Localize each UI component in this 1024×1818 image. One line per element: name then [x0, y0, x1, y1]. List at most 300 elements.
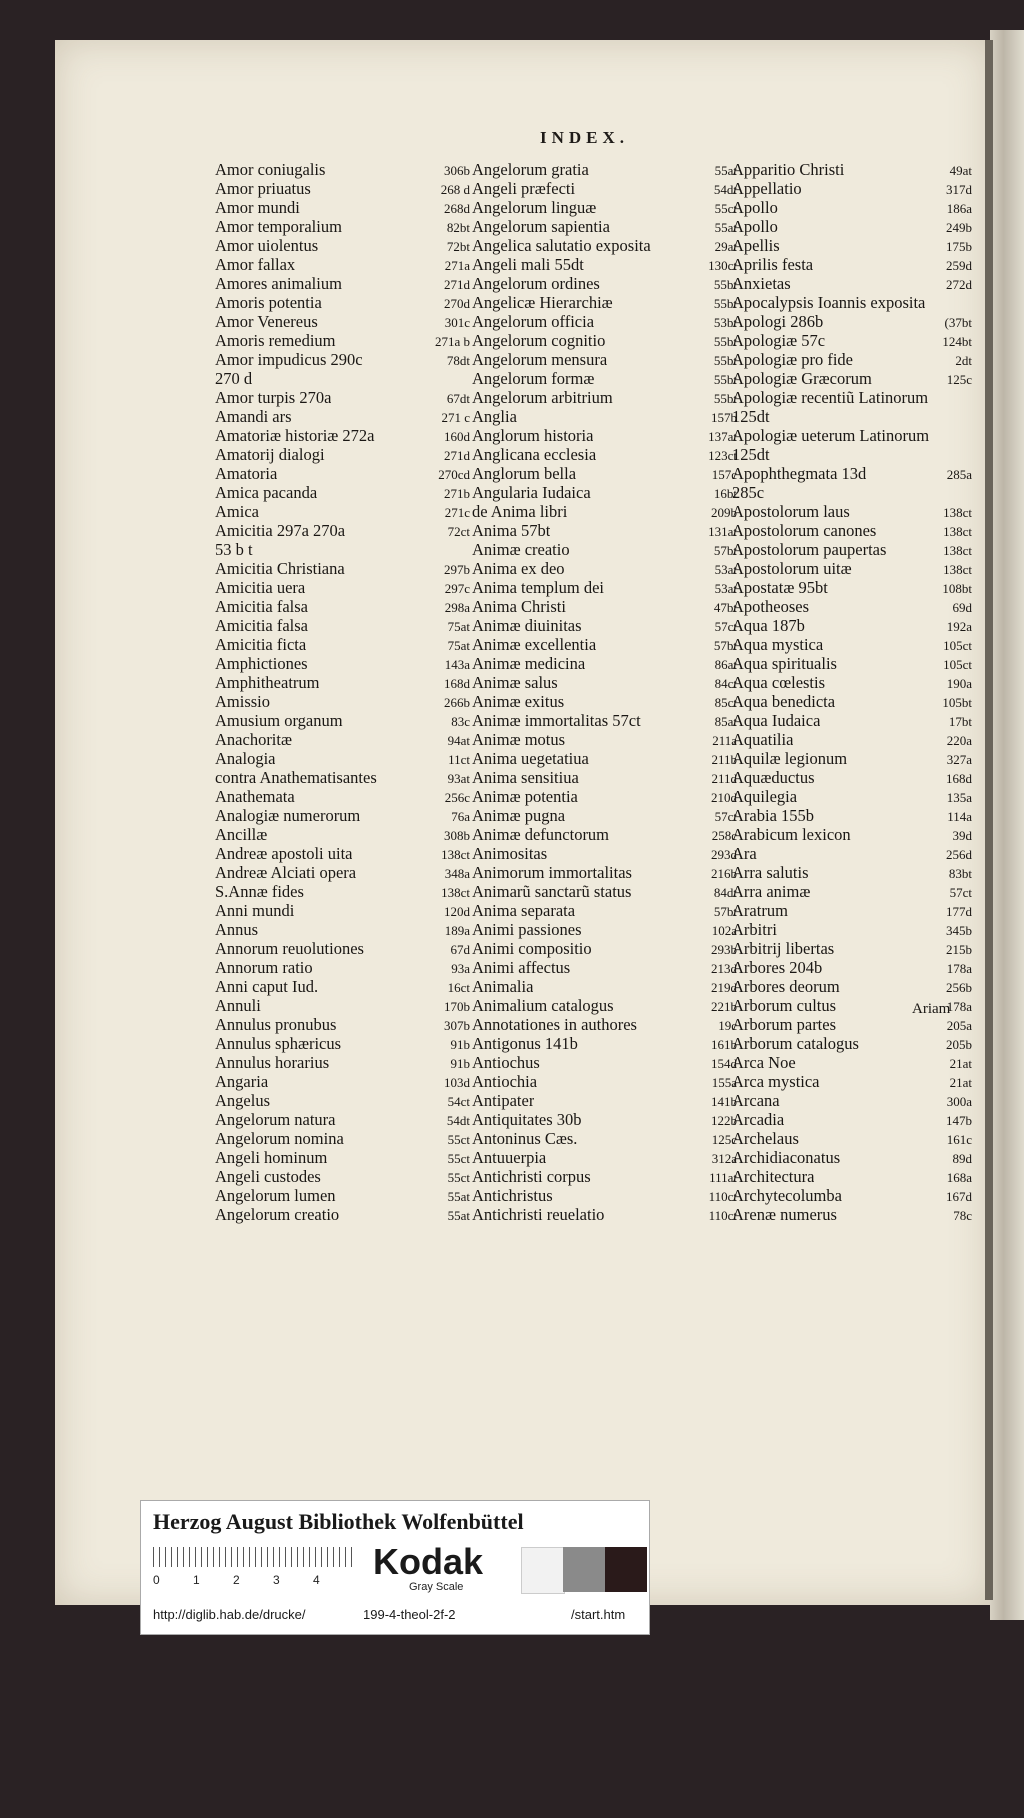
- index-term: Aqua benedicta: [732, 692, 836, 711]
- index-entry: [732, 711, 972, 730]
- index-reference: 178a: [946, 999, 972, 1014]
- index-reference: 120d: [444, 904, 470, 919]
- index-entry: [472, 312, 737, 331]
- index-entry: [472, 711, 737, 730]
- index-reference: 21at: [949, 1075, 972, 1090]
- index-entry: [472, 1186, 737, 1205]
- index-entry: [732, 464, 972, 483]
- index-entry: [215, 198, 470, 217]
- index-entry: [732, 1053, 972, 1072]
- index-reference: 259d: [946, 258, 972, 273]
- gray-swatch-mid: [563, 1547, 605, 1592]
- index-term: Arcadia: [732, 1110, 785, 1129]
- index-entry: [732, 445, 972, 464]
- index-reference: 256d: [946, 847, 972, 862]
- index-reference: 177d: [946, 904, 972, 919]
- index-reference: 256c: [444, 790, 470, 805]
- index-reference: 266b: [444, 695, 470, 710]
- index-entry: [732, 1205, 972, 1224]
- index-term: Aquatilia: [732, 730, 794, 749]
- index-term: Animalia: [472, 977, 534, 996]
- index-term: Amandi ars: [215, 407, 292, 426]
- index-entry: [732, 901, 972, 920]
- index-entry: [732, 179, 972, 198]
- index-reference: 271d: [444, 277, 470, 292]
- index-entry: [215, 768, 470, 787]
- index-entry: [472, 1034, 737, 1053]
- index-entry: [215, 407, 470, 426]
- ruler-number: 3: [273, 1573, 280, 1587]
- index-reference: 219d: [711, 980, 737, 995]
- index-entry: [215, 1186, 470, 1205]
- index-reference: 72ct: [447, 524, 470, 539]
- index-reference: 94at: [447, 733, 470, 748]
- index-term: Amoris potentia: [215, 293, 322, 312]
- index-term: Angelorum nomina: [215, 1129, 344, 1148]
- index-term: Apocalypsis Ioannis exposita: [732, 293, 926, 312]
- index-term: Amor turpis 270a: [215, 388, 332, 407]
- index-reference: 211b: [711, 752, 737, 767]
- index-entry: [472, 825, 737, 844]
- index-entry: [732, 426, 972, 445]
- index-entry: [215, 1015, 470, 1034]
- index-term: Arbitri: [732, 920, 777, 939]
- index-entry: [472, 369, 737, 388]
- index-reference: 85ct: [714, 695, 737, 710]
- index-term: Anima sensitiua: [472, 768, 579, 787]
- index-term: Apologiæ ueterum Latinorum: [732, 426, 930, 445]
- index-term: Anima Christi: [472, 597, 566, 616]
- catchword: Ariam: [912, 1001, 951, 1017]
- index-term: Annus: [215, 920, 259, 939]
- index-reference: 57ct: [714, 809, 737, 824]
- index-entry: [215, 863, 470, 882]
- index-entry: [732, 825, 972, 844]
- index-term: Aquæductus: [732, 768, 815, 787]
- index-term: Amor Venereus: [215, 312, 318, 331]
- index-term: Apologiæ pro fide: [732, 350, 853, 369]
- index-entry: [215, 958, 470, 977]
- index-term: Apologiæ Græcorum: [732, 369, 872, 388]
- index-term: Archelaus: [732, 1129, 799, 1148]
- index-reference: 55ct: [447, 1170, 470, 1185]
- index-term: Animæ creatio: [472, 540, 570, 559]
- index-term: Anni mundi: [215, 901, 295, 920]
- index-reference: 345b: [946, 923, 972, 938]
- index-entry: [472, 939, 737, 958]
- index-entry: [215, 1053, 470, 1072]
- index-reference: 78dt: [446, 353, 470, 368]
- index-reference: 175b: [946, 239, 972, 254]
- index-reference: 111at: [709, 1170, 737, 1185]
- index-reference: 160d: [444, 429, 470, 444]
- index-reference: (37bt: [944, 315, 972, 330]
- index-entry: [215, 331, 470, 350]
- index-entry: [472, 293, 737, 312]
- index-column-3: [732, 160, 972, 1224]
- index-reference: 190a: [946, 676, 972, 691]
- index-entry: [215, 540, 470, 559]
- index-term: Antichristi reuelatio: [472, 1205, 605, 1224]
- index-term: Architectura: [732, 1167, 815, 1186]
- index-reference: 49at: [949, 163, 972, 178]
- index-reference: 125c: [711, 1132, 737, 1147]
- index-term: Angelica salutatio exposita: [472, 236, 651, 255]
- index-term: Amicitia Christiana: [215, 559, 345, 578]
- index-reference: 105ct: [943, 638, 972, 653]
- index-reference: 103d: [444, 1075, 470, 1090]
- index-entry: [732, 293, 972, 312]
- index-term: Arbores deorum: [732, 977, 840, 996]
- index-term: Anglorum bella: [472, 464, 577, 483]
- index-term: Arbores 204b: [732, 958, 823, 977]
- index-term: Amor priuatus: [215, 179, 311, 198]
- index-entry: [732, 1034, 972, 1053]
- index-entry: [472, 787, 737, 806]
- index-entry: [215, 502, 470, 521]
- index-term: Angeli mali 55dt: [472, 255, 584, 274]
- index-entry: [732, 1110, 972, 1129]
- index-term: Arra animæ: [732, 882, 811, 901]
- index-term: Antuuerpia: [472, 1148, 547, 1167]
- index-entry: [215, 673, 470, 692]
- index-reference: 72bt: [446, 239, 470, 254]
- index-term: Apellis: [732, 236, 780, 255]
- index-term: Amicitia ficta: [215, 635, 307, 654]
- index-term: Aqua 187b: [732, 616, 805, 635]
- index-entry: [732, 407, 972, 426]
- index-term: Animæ excellentia: [472, 635, 597, 654]
- index-entry: [732, 768, 972, 787]
- index-term: Amor fallax: [215, 255, 296, 274]
- index-reference: 312a: [711, 1151, 737, 1166]
- index-reference: 55at: [447, 1208, 470, 1223]
- index-term: Animalium catalogus: [472, 996, 614, 1015]
- index-term: Amatoriæ historiæ 272a: [215, 426, 375, 445]
- index-term: Ara: [732, 844, 757, 863]
- index-reference: 271a: [444, 258, 470, 273]
- index-reference: 47bt: [713, 600, 737, 615]
- index-reference: 83bt: [948, 866, 972, 881]
- index-reference: 270cd: [438, 467, 470, 482]
- index-term: Amor coniugalis: [215, 160, 326, 179]
- index-term: Animæ diuinitas: [472, 616, 582, 635]
- index-term: Apostolorum uitæ: [732, 559, 852, 578]
- index-term: Angelorum gratia: [472, 160, 589, 179]
- index-entry: [472, 445, 737, 464]
- index-term: 285c: [732, 483, 765, 502]
- index-column-1: [215, 160, 470, 1224]
- index-reference: 19c: [718, 1018, 737, 1033]
- index-entry: [472, 502, 737, 521]
- index-term: Analogia: [215, 749, 276, 768]
- index-entry: [215, 350, 470, 369]
- index-entry: [215, 882, 470, 901]
- index-reference: 211a: [712, 733, 737, 748]
- index-term: Appellatio: [732, 179, 802, 198]
- index-reference: 17bt: [948, 714, 972, 729]
- index-reference: 55bt: [713, 296, 737, 311]
- index-reference: 138ct: [943, 524, 972, 539]
- index-reference: 211d: [711, 771, 737, 786]
- index-reference: 108bt: [942, 581, 972, 596]
- index-entry: [472, 1167, 737, 1186]
- index-term: Angaria: [215, 1072, 269, 1091]
- index-entry: [215, 426, 470, 445]
- index-entry: [215, 825, 470, 844]
- index-entry: [215, 711, 470, 730]
- index-term: Apologiæ recentiũ Latinorum: [732, 388, 929, 407]
- digital-library-url: http://diglib.hab.de/drucke/: [153, 1607, 306, 1622]
- index-reference: 53at: [714, 562, 737, 577]
- index-term: Amores animalium: [215, 274, 342, 293]
- index-entry: [472, 844, 737, 863]
- index-term: Antichristus: [472, 1186, 553, 1205]
- index-entry: [215, 844, 470, 863]
- gray-swatch-white: [521, 1547, 565, 1594]
- index-entry: [215, 179, 470, 198]
- index-reference: 55bt: [713, 277, 737, 292]
- gray-scale-label: Gray Scale: [409, 1581, 464, 1593]
- index-entry: [732, 787, 972, 806]
- index-term: Animæ exitus: [472, 692, 565, 711]
- index-entry: [732, 274, 972, 293]
- index-reference: 54ct: [447, 1094, 470, 1109]
- index-entry: [215, 901, 470, 920]
- index-reference: 285a: [946, 467, 972, 482]
- index-term: Angeli præfecti: [472, 179, 576, 198]
- index-term: Aqua cœlestis: [732, 673, 826, 692]
- page-edge: [990, 30, 1024, 1620]
- index-term: Antipater: [472, 1091, 535, 1110]
- index-entry: [215, 1110, 470, 1129]
- index-term: Anxietas: [732, 274, 791, 293]
- index-reference: 75at: [447, 619, 470, 634]
- index-reference: 57ct: [714, 619, 737, 634]
- index-reference: 138ct: [943, 562, 972, 577]
- index-reference: 57ct: [949, 885, 972, 900]
- index-entry: [215, 293, 470, 312]
- index-reference: 67dt: [446, 391, 470, 406]
- index-reference: 348a: [444, 866, 470, 881]
- index-entry: [215, 521, 470, 540]
- index-reference: 270d: [444, 296, 470, 311]
- index-entry: [472, 198, 737, 217]
- ruler-numbers: [153, 1573, 353, 1587]
- index-reference: 154d: [711, 1056, 737, 1071]
- index-reference: 271 c: [441, 410, 470, 425]
- index-entry: [732, 730, 972, 749]
- index-term: Angelus: [215, 1091, 270, 1110]
- index-reference: 69d: [952, 600, 972, 615]
- index-term: Annuli: [215, 996, 261, 1015]
- index-entry: [215, 217, 470, 236]
- index-entry: [732, 863, 972, 882]
- index-entry: [472, 1205, 737, 1224]
- index-entry: [732, 844, 972, 863]
- index-entry: [732, 236, 972, 255]
- index-term: Anathemata: [215, 787, 295, 806]
- index-entry: [472, 730, 737, 749]
- index-term: 125dt: [732, 407, 770, 426]
- index-term: Apostolorum paupertas: [732, 540, 887, 559]
- index-entry: [732, 654, 972, 673]
- ruler-number: 1: [193, 1573, 200, 1587]
- index-reference: 170b: [444, 999, 470, 1014]
- ruler-scale: [153, 1547, 353, 1567]
- index-entry: [472, 217, 737, 236]
- index-term: Amor mundi: [215, 198, 300, 217]
- index-reference: 306b: [444, 163, 470, 178]
- index-entry: [732, 255, 972, 274]
- index-term: Animi affectus: [472, 958, 571, 977]
- index-term: 270 d: [215, 369, 253, 388]
- index-entry: [215, 730, 470, 749]
- index-reference: 298a: [444, 600, 470, 615]
- index-reference: 297c: [444, 581, 470, 596]
- index-reference: 141b: [711, 1094, 737, 1109]
- index-reference: 168a: [946, 1170, 972, 1185]
- index-term: Anni caput Iud.: [215, 977, 319, 996]
- index-term: Apophthegmata 13d: [732, 464, 867, 483]
- index-term: Antoninus Cæs.: [472, 1129, 578, 1148]
- index-reference: 271b: [444, 486, 470, 501]
- index-reference: 147b: [946, 1113, 972, 1128]
- index-reference: 85at: [714, 714, 737, 729]
- index-term: Apologiæ 57c: [732, 331, 826, 350]
- index-term: Apologi 286b: [732, 312, 824, 331]
- index-term: 53 b t: [215, 540, 253, 559]
- index-reference: 138ct: [943, 543, 972, 558]
- index-entry: [215, 1167, 470, 1186]
- index-term: Anima templum dei: [472, 578, 604, 597]
- index-entry: [732, 597, 972, 616]
- index-entry: [215, 274, 470, 293]
- index-entry: [215, 559, 470, 578]
- index-reference: 83c: [451, 714, 470, 729]
- index-reference: 192a: [946, 619, 972, 634]
- index-term: Archidiaconatus: [732, 1148, 841, 1167]
- index-term: Apostolorum laus: [732, 502, 850, 521]
- index-term: Amor temporalium: [215, 217, 342, 236]
- index-entry: [215, 654, 470, 673]
- index-term: Anima 57bt: [472, 521, 551, 540]
- index-entry: [472, 540, 737, 559]
- index-reference: 258c: [711, 828, 737, 843]
- index-term: Arca Noe: [732, 1053, 796, 1072]
- index-entry: [472, 1129, 737, 1148]
- kodak-logo: Kodak: [373, 1541, 484, 1582]
- index-term: Aqua spiritualis: [732, 654, 837, 673]
- index-entry: [215, 1091, 470, 1110]
- index-entry: [732, 1167, 972, 1186]
- index-reference: 53bt: [713, 315, 737, 330]
- index-term: Amissio: [215, 692, 271, 711]
- index-reference: 55ct: [714, 201, 737, 216]
- index-term: Angelorum cognitio: [472, 331, 606, 350]
- index-entry: [472, 160, 737, 179]
- index-entry: [215, 635, 470, 654]
- index-reference: 157c: [711, 467, 737, 482]
- index-entry: [215, 939, 470, 958]
- library-name: Herzog August Bibliothek Wolfenbüttel: [153, 1509, 524, 1534]
- index-reference: 301c: [444, 315, 470, 330]
- index-entry: [732, 939, 972, 958]
- index-reference: 67d: [450, 942, 470, 957]
- index-term: Animæ salus: [472, 673, 558, 692]
- index-entry: [732, 578, 972, 597]
- index-entry: [472, 882, 737, 901]
- index-term: Analogiæ numerorum: [215, 806, 361, 825]
- index-reference: 155a: [711, 1075, 737, 1090]
- index-term: Antichristi corpus: [472, 1167, 591, 1186]
- index-term: Aprilis festa: [732, 255, 814, 274]
- ruler-number: 2: [233, 1573, 240, 1587]
- index-reference: 168d: [444, 676, 470, 691]
- index-entry: [472, 407, 737, 426]
- index-entry: [215, 445, 470, 464]
- index-term: Arra salutis: [732, 863, 809, 882]
- index-term: Angelorum officia: [472, 312, 595, 331]
- index-term: Anglorum historia: [472, 426, 594, 445]
- index-reference: 75at: [447, 638, 470, 653]
- index-term: Angelorum natura: [215, 1110, 336, 1129]
- index-reference: 189a: [444, 923, 470, 938]
- index-entry: [472, 350, 737, 369]
- index-entry: [215, 1148, 470, 1167]
- shelfmark-id: 199-4-theol-2f-2: [363, 1607, 456, 1622]
- page-gutter: [985, 40, 993, 1600]
- index-entry: [732, 1072, 972, 1091]
- index-term: Angelorum mensura: [472, 350, 608, 369]
- index-reference: 54dt: [713, 182, 737, 197]
- index-term: Aqua Iudaica: [732, 711, 821, 730]
- index-entry: [472, 255, 737, 274]
- index-term: Arenæ numerus: [732, 1205, 837, 1224]
- index-term: Apostatæ 95bt: [732, 578, 828, 597]
- index-reference: 272d: [946, 277, 972, 292]
- index-entry: [732, 1091, 972, 1110]
- index-reference: 110ct: [708, 1189, 737, 1204]
- index-entry: [472, 806, 737, 825]
- ruler-number: 0: [153, 1573, 160, 1587]
- index-entry: [732, 160, 972, 179]
- index-entry: [215, 806, 470, 825]
- index-reference: 297b: [444, 562, 470, 577]
- index-entry: [472, 768, 737, 787]
- index-term: Angelorum ordines: [472, 274, 600, 293]
- index-entry: [215, 255, 470, 274]
- index-reference: 89d: [952, 1151, 972, 1166]
- index-entry: [215, 597, 470, 616]
- index-entry: [732, 483, 972, 502]
- index-term: Amor uiolentus: [215, 236, 319, 255]
- index-entry: [732, 635, 972, 654]
- index-reference: 268d: [444, 201, 470, 216]
- index-reference: 178a: [946, 961, 972, 976]
- index-term: Annorum reuolutiones: [215, 939, 364, 958]
- index-entry: [732, 559, 972, 578]
- index-reference: 54dt: [446, 1113, 470, 1128]
- index-term: Arborum catalogus: [732, 1034, 859, 1053]
- index-reference: 124bt: [942, 334, 972, 349]
- index-entry: [732, 388, 972, 407]
- index-entry: [732, 1148, 972, 1167]
- index-entry: [215, 1034, 470, 1053]
- gray-swatch-dark: [605, 1547, 647, 1592]
- index-term: Angelorum creatio: [215, 1205, 340, 1224]
- index-reference: 317d: [946, 182, 972, 197]
